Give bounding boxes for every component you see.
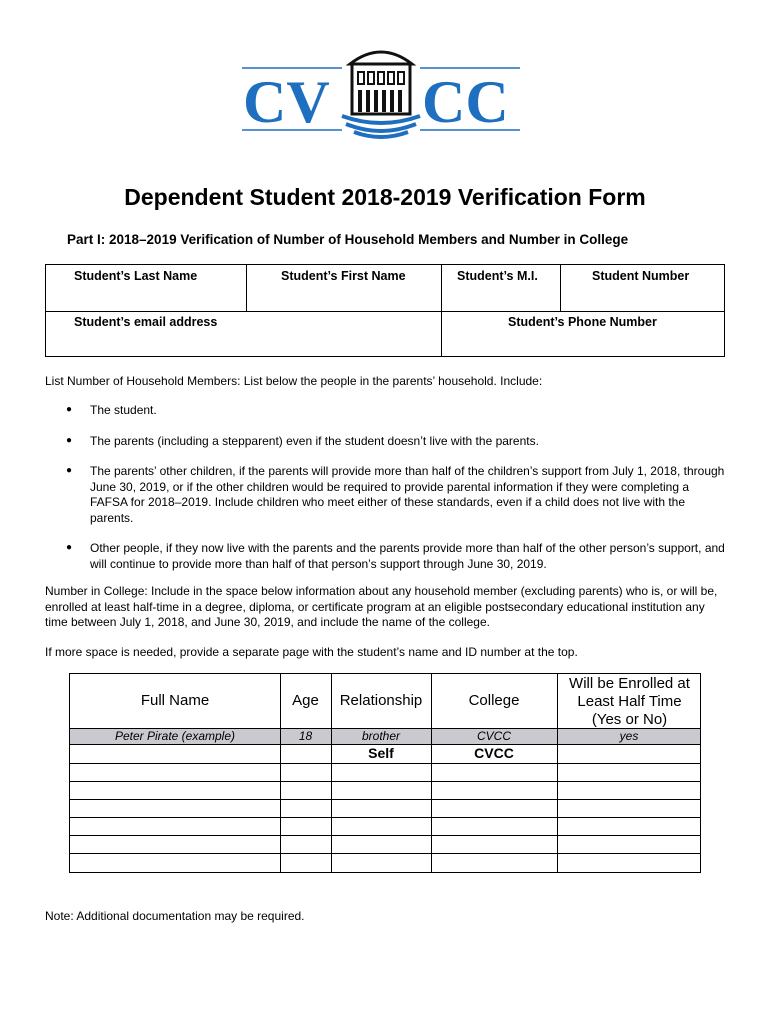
example-enrolled: yes <box>619 729 639 743</box>
header-college: College <box>468 692 520 709</box>
rotunda-building-icon <box>342 52 420 137</box>
student-info-table <box>45 264 725 357</box>
example-college: CVCC <box>476 729 511 743</box>
bullet-item: Other people, if they now live with the parents and the parents provide more than half of the other person’s support, and will continue to provide more than half of that person’s support through June 30, 2019. <box>90 541 725 571</box>
email-field[interactable]: Student’s email address <box>74 315 218 329</box>
household-table <box>69 673 701 873</box>
last-name-field[interactable]: Student’s Last Name <box>74 269 198 283</box>
example-name: Peter Pirate (example) <box>114 729 236 743</box>
self-college[interactable]: CVCC <box>474 745 514 761</box>
example-relationship: brother <box>361 729 401 743</box>
header-enrolled: Will be Enrolled at Least Half Time (Yes or No) <box>569 675 690 728</box>
header-full-name: Full Name <box>140 692 210 709</box>
mi-field[interactable]: Student’s M.I. <box>457 269 538 283</box>
bullet-item: The parents’ other children, if the parents will provide more than half of the children’s support from July 1, 2018, through June 30, 2019, or if the other children would be required to provide parental information if they were completing a FAFSA for 2018–2019. Include children who meet either of these standards, even if a child does not live with the parents. <box>90 464 725 525</box>
bullet-icon: ● <box>66 435 73 446</box>
bullet-item: The parents (including a stepparent) even if the student doesn’t live with the parents. <box>90 434 539 448</box>
household-intro: List Number of Household Members: List below the people in the parents’ household. Include: <box>45 374 543 388</box>
form-title: Dependent Student 2018-2019 Verification Form <box>124 184 646 210</box>
bullet-icon: ● <box>66 542 73 553</box>
cvcc-logo <box>242 42 520 142</box>
phone-field[interactable]: Student’s Phone Number <box>508 315 657 329</box>
space-paragraph: If more space is needed, provide a separate page with the student’s name and ID number at the top. <box>45 645 578 659</box>
header-relationship: Relationship <box>339 692 423 709</box>
example-age: 18 <box>298 729 313 743</box>
bullet-icon: ● <box>66 404 73 415</box>
header-age: Age <box>292 692 319 709</box>
part-heading: Part I: 2018–2019 Verification of Number of Household Members and Number in College <box>67 232 629 247</box>
first-name-field[interactable]: Student’s First Name <box>281 269 406 283</box>
self-relationship[interactable]: Self <box>368 745 394 761</box>
bullet-icon: ● <box>66 465 73 476</box>
logo-right-letters: CC <box>422 69 509 135</box>
logo-left-letters: CV <box>243 69 330 135</box>
college-paragraph: Number in College: Include in the space below information about any household member (excluding parents) who is, or will be, enrolled at least half-time in a degree, diploma, or certificate program at an eligible postsecondary educational institution any time between July 1, 2018, and June 30, 2019, and include the name of the college. <box>45 584 718 629</box>
student-number-field[interactable]: Student Number <box>592 269 690 283</box>
bullet-item: The student. <box>90 403 157 417</box>
note-text: Note: Additional documentation may be required. <box>45 909 305 923</box>
